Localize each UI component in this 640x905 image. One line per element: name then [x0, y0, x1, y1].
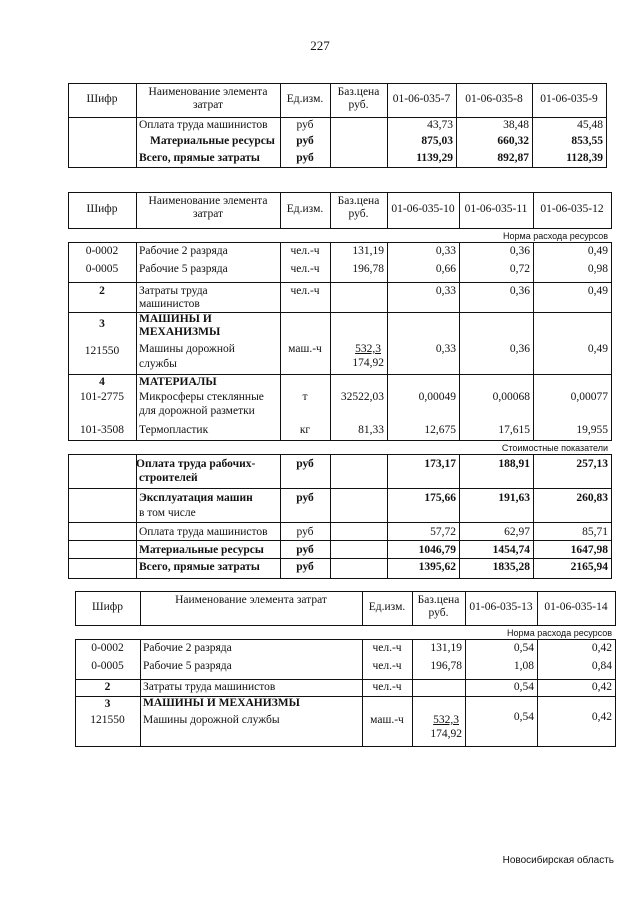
table-rule [68, 242, 69, 282]
footer-region: Новосибирская область [502, 855, 614, 866]
table-cell-text: 43,73 [427, 119, 453, 131]
table-rule [280, 242, 281, 282]
table-rule [606, 83, 607, 117]
table-cell-text: т [302, 391, 308, 403]
table-rule [68, 117, 607, 118]
table-cell-text: 0,00049 [418, 391, 456, 403]
table-rule [75, 679, 616, 680]
column-header: Ед.изм. [286, 203, 324, 215]
table-cell-text: 892,87 [497, 152, 529, 164]
table-rule [532, 117, 533, 167]
table-cell-text: 1395,62 [418, 561, 456, 573]
table-cell-text: кг [299, 424, 311, 436]
table-cell-text: 45,48 [577, 119, 603, 131]
table-cell-text: чел.-ч [372, 660, 402, 672]
table-rule [136, 83, 137, 117]
table-cell-text: 101-2775 [79, 391, 125, 403]
table-rule [68, 578, 612, 579]
table-cell-text: 0,66 [435, 263, 456, 275]
table-rule [387, 374, 388, 440]
table-cell-text: Затраты труда [139, 285, 208, 297]
table-rule [533, 282, 534, 312]
table-rule [280, 312, 281, 374]
table-rule [140, 679, 141, 696]
table-cell-text: руб [296, 135, 314, 147]
table-cell-text: 0,00068 [492, 391, 530, 403]
table-cell-text: 0,98 [587, 263, 608, 275]
table-cell-text: 0,54 [513, 711, 534, 723]
table-rule [68, 83, 607, 84]
table-cell-text: Затраты труда машинистов [143, 681, 276, 693]
table-rule [330, 192, 331, 228]
table-cell-text: 260,83 [576, 492, 608, 504]
table-rule [459, 454, 460, 578]
table-rule [533, 374, 534, 440]
table-rule [330, 117, 331, 167]
table-cell-text: 0,49 [587, 285, 608, 297]
table-rule [75, 696, 76, 746]
column-header: 01-06-035-11 [464, 203, 528, 215]
table-cell-text: чел.-ч [290, 285, 320, 297]
table-cell-text: 4 [99, 376, 105, 388]
table-cell-text: 17,615 [498, 424, 530, 436]
table-rule [68, 242, 612, 243]
column-header: Баз.цена руб. [337, 195, 380, 220]
table-cell-text: 0,72 [509, 263, 530, 275]
table-cell-text: 0-0002 [91, 642, 124, 654]
table-rule [68, 454, 69, 578]
table-cell-text: 191,63 [498, 492, 530, 504]
column-header: Наименование элемента затрат [148, 86, 268, 111]
table-rule [330, 454, 331, 578]
table-cell-text: Всего, прямые затраты [139, 561, 260, 573]
table-rule [68, 282, 612, 283]
table-cell-text: Машины дорожной службы [143, 714, 280, 726]
table-rule [68, 117, 69, 167]
table-cell-text: Оплата труда машинистов [139, 526, 268, 538]
table-rule [280, 192, 281, 228]
table-cell-text: машинистов [139, 298, 200, 310]
table-rule [362, 679, 363, 696]
table-cell-text: Всего, прямые затраты [139, 152, 260, 164]
table-rule [387, 83, 388, 117]
table-rule [611, 242, 612, 282]
table-cell-text: чел.-ч [290, 245, 320, 257]
table-rule [140, 591, 141, 625]
table-cell-text: 0-0002 [85, 245, 119, 257]
column-header: 01-06-035-9 [540, 93, 598, 105]
table-rule [611, 312, 612, 374]
table-rule [362, 696, 363, 746]
table-rule [140, 696, 141, 746]
table-cell-text: 131,19 [352, 245, 384, 257]
column-header: 01-06-035-13 [469, 601, 533, 613]
column-header: 01-06-035-12 [540, 203, 604, 215]
table-cell-text: 257,13 [576, 458, 608, 470]
page-number: 227 [310, 38, 330, 53]
table-rule [412, 591, 413, 625]
table-rule [412, 639, 413, 679]
table-rule [68, 192, 612, 193]
table-rule [459, 312, 460, 374]
table-rule [75, 591, 616, 592]
table-cell-text: чел.-ч [372, 642, 402, 654]
table-cell-text: 0,36 [509, 343, 530, 355]
table-cell-text: 12,675 [424, 424, 456, 436]
table-rule [537, 696, 538, 746]
table-cell-text: 19,955 [576, 424, 608, 436]
column-header: 01-06-035-14 [544, 601, 608, 613]
table-rule [606, 117, 607, 167]
table-rule [330, 83, 331, 117]
column-header: Баз.цена руб. [417, 594, 460, 619]
table-cell-text: 174,92 [430, 728, 462, 740]
table-rule [456, 83, 457, 117]
table-rule [330, 374, 331, 440]
column-header: Ед.изм. [286, 93, 324, 105]
table-cell-text: Рабочие 5 разряда [143, 660, 232, 672]
table-cell-text: 2 [104, 681, 111, 693]
table-rule [537, 591, 538, 625]
table-cell-text: 121550 [84, 345, 120, 357]
table-cell-text: 121550 [90, 714, 125, 726]
table-cell-text: маш.-ч [288, 343, 322, 355]
table-cell-text: 660,32 [497, 135, 529, 147]
table-rule [280, 282, 281, 312]
table-cell-text: МАШИНЫ И [139, 313, 212, 325]
table-cell-text: Микросферы стеклянные [139, 391, 264, 403]
table-rule [280, 83, 281, 117]
table-cell-text: 532,3 [355, 343, 381, 355]
table-rule [465, 696, 466, 746]
column-header: Ед.изм. [368, 601, 406, 613]
column-header: Шифр [86, 93, 118, 105]
table-rule [68, 228, 612, 229]
table-cell-text: 0,00077 [570, 391, 608, 403]
table-rule [136, 192, 137, 228]
table-cell-text: 2 [99, 285, 105, 297]
table-rule [465, 679, 466, 696]
table-rule [68, 167, 607, 168]
table-rule [465, 639, 466, 679]
table-cell-text: Рабочие 2 разряда [143, 642, 232, 654]
table-rule [68, 558, 612, 559]
table-rule [136, 282, 137, 312]
table-rule [532, 83, 533, 117]
table-rule [456, 117, 457, 167]
table-rule [615, 679, 616, 696]
table-cell-text: 532,3 [433, 714, 459, 726]
table-rule [68, 192, 69, 228]
table-rule [75, 639, 616, 640]
table-cell-text: маш.-ч [370, 714, 404, 726]
table-cell-text: руб [296, 458, 314, 470]
table-rule [330, 312, 331, 374]
table-cell-text: 196,78 [352, 263, 384, 275]
table-rule [280, 117, 281, 167]
table-cell-text: 1139,29 [416, 152, 453, 164]
table-cell-text: 1647,98 [570, 544, 608, 556]
table-rule [387, 282, 388, 312]
table-rule [330, 242, 331, 282]
table-rule [387, 117, 388, 167]
table-cell-text: 38,48 [503, 119, 529, 131]
table-cell-text: МЕХАНИЗМЫ [139, 326, 221, 338]
column-header: 01-06-035-7 [392, 93, 451, 105]
table-cell-text: чел.-ч [372, 681, 402, 693]
table-rule [136, 117, 137, 167]
table-cell-text: 3 [99, 318, 105, 330]
table-cell-text: 0,33 [435, 285, 456, 297]
table-rule [136, 242, 137, 282]
table-rule [68, 374, 69, 440]
column-header: Наименование элемента затрат [175, 594, 327, 606]
table-rule [533, 312, 534, 374]
table-rule [136, 312, 137, 374]
table-rule [136, 454, 137, 578]
table-rule [75, 746, 616, 747]
table-rule [330, 282, 331, 312]
table-cell-text: 81,33 [358, 424, 384, 436]
table-cell-text: 196,78 [430, 660, 462, 672]
table-cell-text: 1,08 [513, 660, 534, 672]
column-header: Баз.цена руб. [337, 86, 380, 111]
table-rule [75, 591, 76, 625]
table-rule [537, 679, 538, 696]
table-cell-text: Эксплуатация машин [139, 492, 253, 504]
table-rule [68, 540, 612, 541]
table-rule [68, 282, 69, 312]
table-rule [611, 374, 612, 440]
table-cell-text: 173,17 [424, 458, 456, 470]
table-cell-text: руб [296, 492, 314, 504]
table-rule [68, 374, 612, 375]
table-rule [533, 242, 534, 282]
table-rule [68, 522, 612, 523]
table-cell-text: 0,36 [509, 245, 530, 257]
table-rule [280, 454, 281, 578]
table-rule [140, 639, 141, 679]
table-cell-text: 2165,94 [570, 561, 608, 573]
table-rule [615, 639, 616, 679]
table-cell-text: Термопластик [139, 424, 209, 436]
table-cell-text: Рабочие 2 разряда [139, 245, 228, 257]
column-header: Шифр [86, 203, 118, 215]
table-cell-text: 0,54 [513, 681, 534, 693]
table-rule [459, 374, 460, 440]
table-cell-text: службы [139, 358, 177, 370]
table-cell-text: руб [296, 526, 314, 538]
table-rule [68, 488, 612, 489]
table-cell-text: 1046,79 [418, 544, 456, 556]
table-cell-text: Оплата труда машинистов [139, 119, 268, 131]
table-cell-text: 0-0005 [85, 263, 119, 275]
table-cell-text: 0,42 [591, 711, 612, 723]
column-header: Шифр [92, 601, 123, 613]
table-cell-text: 0-0005 [91, 660, 124, 672]
table-cell-text: 1835,28 [492, 561, 530, 573]
table-rule [387, 192, 388, 228]
table-cell-text: 0,84 [591, 660, 612, 672]
table-cell-text: 0,36 [509, 285, 530, 297]
table-cell-text: 175,66 [424, 492, 456, 504]
table-rule [387, 242, 388, 282]
table-cell-text: 0,42 [591, 642, 612, 654]
table-rule [75, 679, 76, 696]
table-rule [615, 696, 616, 746]
table-cell-text: 853,55 [571, 135, 603, 147]
table-rule [412, 696, 413, 746]
table-cell-text: чел.-ч [290, 263, 320, 275]
table-cell-text: 174,92 [352, 357, 384, 369]
table-cell-text: 85,71 [582, 526, 608, 538]
table-cell-text: 131,19 [430, 642, 462, 654]
table-rule [280, 374, 281, 440]
table-rule [459, 192, 460, 228]
table-rule [611, 192, 612, 228]
table-cell-text: руб [296, 152, 314, 164]
table-rule [68, 312, 69, 374]
table-cell-text: 3 [104, 698, 111, 710]
norm-label: Норма расхода ресурсов [507, 628, 612, 638]
table-cell-text: Материальные ресурсы [139, 544, 264, 556]
table-rule [459, 282, 460, 312]
table-rule [412, 679, 413, 696]
table-cell-text: 1128,39 [566, 152, 603, 164]
table-rule [68, 440, 612, 441]
table-cell-text: 0,33 [435, 245, 456, 257]
column-header: 01-06-035-10 [391, 203, 455, 215]
table-rule [75, 639, 76, 679]
table-cell-text: для дорожной разметки [139, 405, 255, 417]
table-cell-text: 0,54 [513, 642, 534, 654]
table-cell-text: 188,91 [498, 458, 530, 470]
table-rule [465, 591, 466, 625]
table-cell-text: Машины дорожной [139, 343, 235, 355]
table-cell-text: 1454,74 [492, 544, 530, 556]
table-cell-text: МАШИНЫ И МЕХАНИЗМЫ [143, 697, 300, 709]
table-rule [75, 625, 616, 626]
table-cell-text: Рабочие 5 разряда [139, 263, 228, 275]
table-rule [615, 591, 616, 625]
table-cell-text: Оплата труда рабочих- [136, 458, 256, 470]
norm-label: Норма расхода ресурсов [503, 231, 608, 241]
table-cell-text: строителей [139, 472, 198, 484]
table-rule [362, 639, 363, 679]
column-header: 01-06-035-8 [465, 93, 523, 105]
table-cell-text: 57,72 [430, 526, 456, 538]
table-rule [68, 454, 612, 455]
table-cell-text: 875,03 [421, 135, 453, 147]
table-cell-text: руб [296, 544, 314, 556]
table-rule [68, 83, 69, 117]
table-cell-text: 0,49 [587, 245, 608, 257]
table-cell-text: в том числе [139, 507, 196, 519]
table-rule [362, 591, 363, 625]
column-header: Наименование элемента затрат [148, 195, 268, 220]
table-rule [611, 454, 612, 578]
table-rule [533, 192, 534, 228]
table-cell-text: МАТЕРИАЛЫ [139, 376, 217, 388]
table-rule [136, 374, 137, 440]
table-cell-text: 101-3508 [79, 424, 125, 436]
table-cell-text: 0,49 [587, 343, 608, 355]
table-cell-text: руб [296, 561, 314, 573]
table-cell-text: руб [296, 119, 314, 131]
table-rule [459, 242, 460, 282]
table-rule [387, 454, 388, 578]
table-cell-text: 0,42 [591, 681, 612, 693]
table-rule [387, 312, 388, 374]
table-rule [611, 282, 612, 312]
table-cell-text: 0,33 [435, 343, 456, 355]
table-rule [537, 639, 538, 679]
table-rule [533, 454, 534, 578]
cost-label: Стоимостные показатели [501, 443, 608, 453]
table-cell-text: 62,97 [504, 526, 530, 538]
table-cell-text: 32522,03 [340, 391, 384, 403]
table-cell-text: Материальные ресурсы [150, 135, 275, 147]
